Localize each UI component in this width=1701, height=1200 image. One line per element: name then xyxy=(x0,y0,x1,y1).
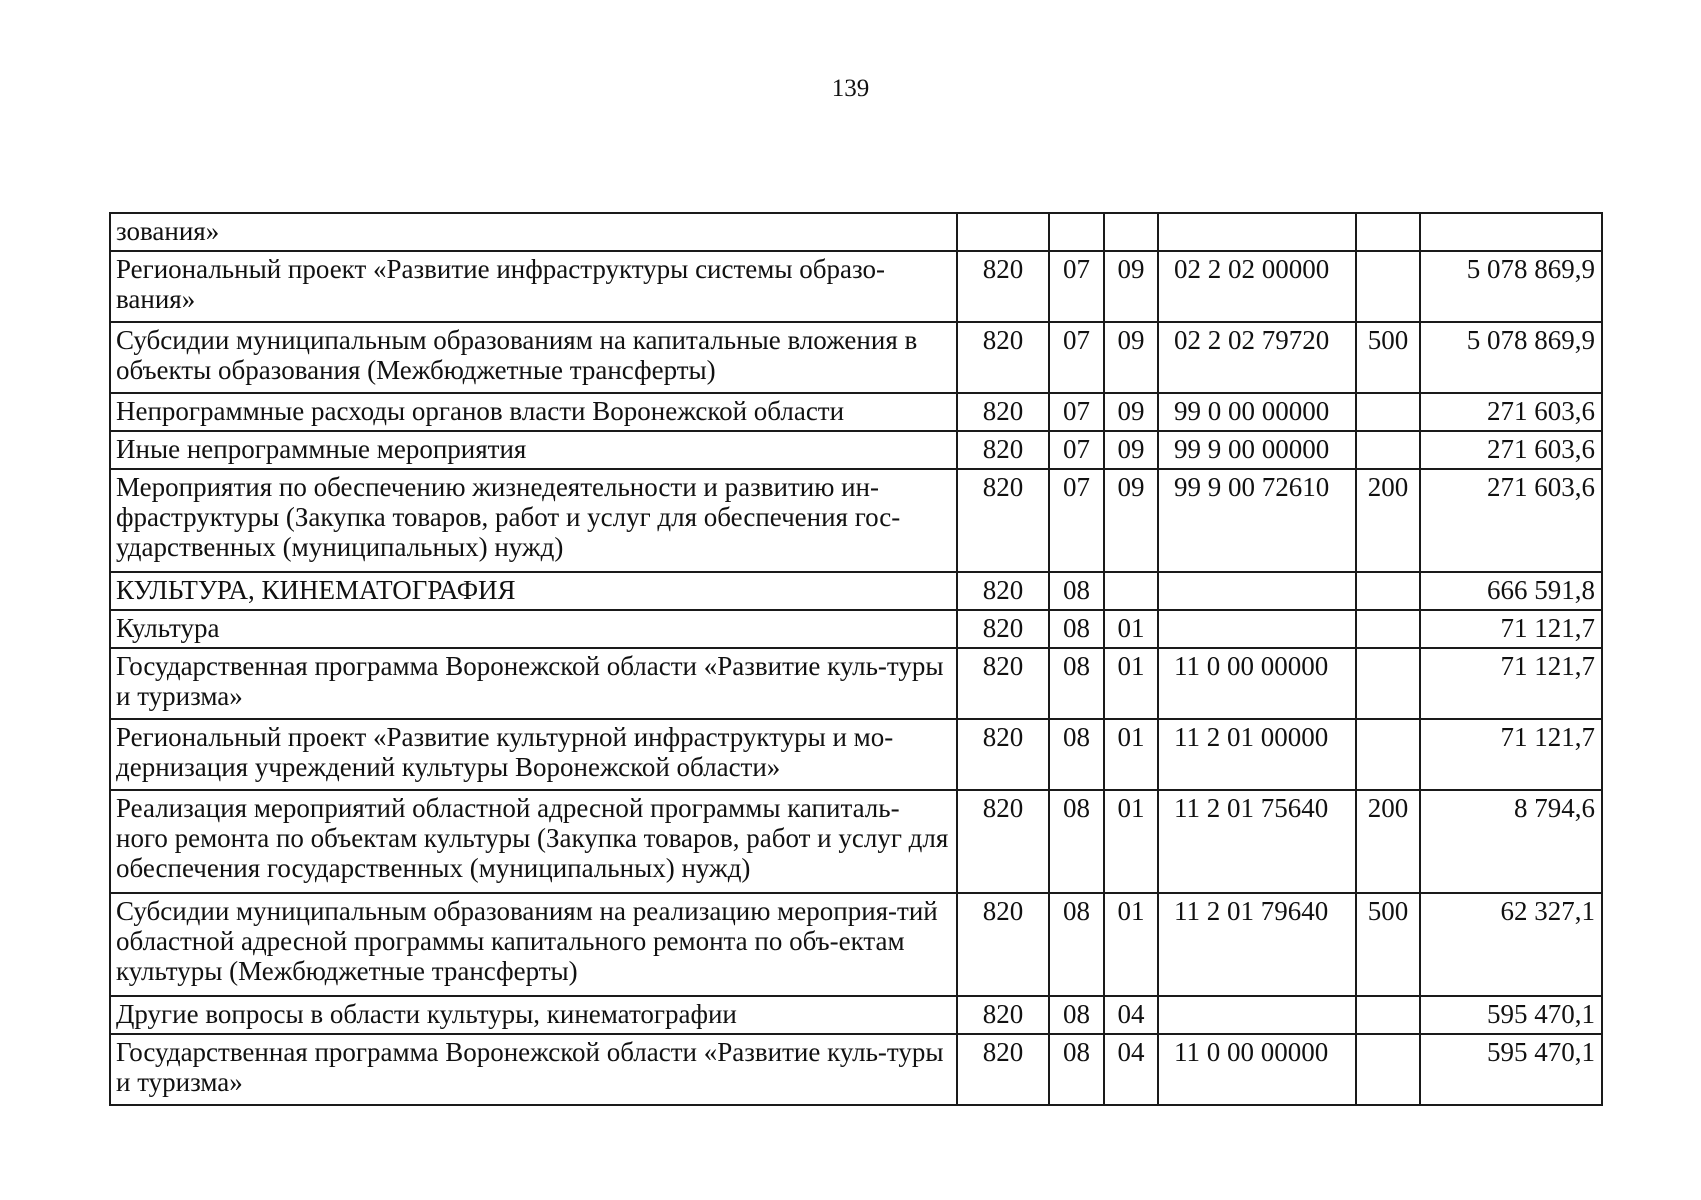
section-code-cell: 07 xyxy=(1049,322,1104,393)
grbs-code-cell xyxy=(957,213,1049,251)
expense-type-cell xyxy=(1356,610,1420,648)
expense-type-cell xyxy=(1356,719,1420,790)
section-code-cell: 08 xyxy=(1049,996,1104,1034)
target-article-cell xyxy=(1158,213,1356,251)
target-article-cell: 11 0 00 00000 xyxy=(1158,648,1356,719)
grbs-code-cell: 820 xyxy=(957,393,1049,431)
target-article-cell: 11 2 01 75640 xyxy=(1158,790,1356,893)
section-code-cell: 08 xyxy=(1049,790,1104,893)
section-code-cell: 08 xyxy=(1049,648,1104,719)
grbs-code-cell: 820 xyxy=(957,251,1049,322)
table-row xyxy=(110,996,1602,1034)
expense-name-cell: Культура xyxy=(110,610,957,648)
subsection-code-cell: 09 xyxy=(1104,322,1158,393)
target-article-cell xyxy=(1158,572,1356,610)
amount-cell: 271 603,6 xyxy=(1420,393,1602,431)
expense-type-cell xyxy=(1356,996,1420,1034)
subsection-code-cell xyxy=(1104,572,1158,610)
grbs-code-cell: 820 xyxy=(957,610,1049,648)
expense-type-cell xyxy=(1356,393,1420,431)
expense-type-cell xyxy=(1356,431,1420,469)
table-row xyxy=(110,393,1602,431)
table-body xyxy=(110,213,1602,1105)
expense-name-cell: Другие вопросы в области культуры, кинематографии xyxy=(110,996,957,1034)
table-row xyxy=(110,251,1602,322)
amount-cell: 71 121,7 xyxy=(1420,610,1602,648)
amount-cell: 71 121,7 xyxy=(1420,719,1602,790)
expense-name-cell: КУЛЬТУРА, КИНЕМАТОГРАФИЯ xyxy=(110,572,957,610)
subsection-code-cell: 04 xyxy=(1104,996,1158,1034)
subsection-code-cell: 09 xyxy=(1104,251,1158,322)
amount-cell: 5 078 869,9 xyxy=(1420,251,1602,322)
grbs-code-cell: 820 xyxy=(957,469,1049,572)
table-row xyxy=(110,572,1602,610)
table-row xyxy=(110,213,1602,251)
expense-type-cell: 500 xyxy=(1356,893,1420,996)
grbs-code-cell: 820 xyxy=(957,996,1049,1034)
amount-cell: 666 591,8 xyxy=(1420,572,1602,610)
expense-name-cell: Субсидии муниципальным образованиям на реализацию мероприя-тий областной адресной программы капитального ремонта по объ-ектам культуры (Межбюджетные трансферты) xyxy=(110,893,957,996)
section-code-cell: 08 xyxy=(1049,719,1104,790)
subsection-code-cell: 01 xyxy=(1104,610,1158,648)
expense-type-cell: 200 xyxy=(1356,469,1420,572)
expense-type-cell xyxy=(1356,213,1420,251)
section-code-cell: 07 xyxy=(1049,251,1104,322)
page-number: 139 xyxy=(831,75,870,102)
grbs-code-cell: 820 xyxy=(957,893,1049,996)
target-article-cell: 11 2 01 00000 xyxy=(1158,719,1356,790)
section-code-cell: 07 xyxy=(1049,469,1104,572)
section-code-cell: 07 xyxy=(1049,431,1104,469)
expense-name-cell: Региональный проект «Развитие культурной инфраструктуры и мо-дернизация учреждений культуры Воронежской области» xyxy=(110,719,957,790)
table-row xyxy=(110,322,1602,393)
expense-name-cell: Реализация мероприятий областной адресной программы капиталь-ного ремонта по объектам культуры (Закупка товаров, работ и услуг для обеспечения государственных (муниципальных) нужд) xyxy=(110,790,957,893)
amount-cell: 5 078 869,9 xyxy=(1420,322,1602,393)
expense-name-cell: Мероприятия по обеспечению жизнедеятельности и развитию ин-фраструктуры (Закупка товаров, работ и услуг для обеспечения гос-ударственных (муниципальных) нужд) xyxy=(110,469,957,572)
amount-cell: 271 603,6 xyxy=(1420,431,1602,469)
expense-type-cell xyxy=(1356,648,1420,719)
section-code-cell: 08 xyxy=(1049,610,1104,648)
target-article-cell xyxy=(1158,610,1356,648)
table-row xyxy=(110,1034,1602,1105)
grbs-code-cell: 820 xyxy=(957,648,1049,719)
subsection-code-cell: 09 xyxy=(1104,393,1158,431)
expense-type-cell xyxy=(1356,572,1420,610)
amount-cell: 62 327,1 xyxy=(1420,893,1602,996)
target-article-cell: 99 9 00 72610 xyxy=(1158,469,1356,572)
budget-table xyxy=(109,212,1603,1106)
subsection-code-cell: 04 xyxy=(1104,1034,1158,1105)
expense-type-cell xyxy=(1356,251,1420,322)
expense-name-cell: зования» xyxy=(110,213,957,251)
section-code-cell: 08 xyxy=(1049,893,1104,996)
grbs-code-cell: 820 xyxy=(957,322,1049,393)
subsection-code-cell: 01 xyxy=(1104,790,1158,893)
expense-name-cell: Региональный проект «Развитие инфраструктуры системы образо-вания» xyxy=(110,251,957,322)
amount-cell xyxy=(1420,213,1602,251)
amount-cell: 595 470,1 xyxy=(1420,1034,1602,1105)
grbs-code-cell: 820 xyxy=(957,719,1049,790)
target-article-cell: 99 0 00 00000 xyxy=(1158,393,1356,431)
table-row xyxy=(110,469,1602,572)
expense-name-cell: Государственная программа Воронежской области «Развитие куль-туры и туризма» xyxy=(110,1034,957,1105)
table-row xyxy=(110,719,1602,790)
subsection-code-cell: 01 xyxy=(1104,893,1158,996)
target-article-cell: 02 2 02 79720 xyxy=(1158,322,1356,393)
expense-name-cell: Субсидии муниципальным образованиям на капитальные вложения в объекты образования (Межбюджетные трансферты) xyxy=(110,322,957,393)
subsection-code-cell: 09 xyxy=(1104,469,1158,572)
subsection-code-cell xyxy=(1104,213,1158,251)
section-code-cell: 08 xyxy=(1049,572,1104,610)
subsection-code-cell: 01 xyxy=(1104,648,1158,719)
expense-type-cell: 200 xyxy=(1356,790,1420,893)
target-article-cell xyxy=(1158,996,1356,1034)
target-article-cell: 99 9 00 00000 xyxy=(1158,431,1356,469)
grbs-code-cell: 820 xyxy=(957,431,1049,469)
table-row xyxy=(110,610,1602,648)
grbs-code-cell: 820 xyxy=(957,572,1049,610)
section-code-cell: 07 xyxy=(1049,393,1104,431)
amount-cell: 271 603,6 xyxy=(1420,469,1602,572)
expense-type-cell: 500 xyxy=(1356,322,1420,393)
section-code-cell xyxy=(1049,213,1104,251)
subsection-code-cell: 09 xyxy=(1104,431,1158,469)
amount-cell: 71 121,7 xyxy=(1420,648,1602,719)
target-article-cell: 02 2 02 00000 xyxy=(1158,251,1356,322)
table-row xyxy=(110,790,1602,893)
table-row xyxy=(110,431,1602,469)
expense-name-cell: Непрограммные расходы органов власти Воронежской области xyxy=(110,393,957,431)
expense-name-cell: Государственная программа Воронежской области «Развитие куль-туры и туризма» xyxy=(110,648,957,719)
section-code-cell: 08 xyxy=(1049,1034,1104,1105)
amount-cell: 8 794,6 xyxy=(1420,790,1602,893)
expense-type-cell xyxy=(1356,1034,1420,1105)
amount-cell: 595 470,1 xyxy=(1420,996,1602,1034)
table-row xyxy=(110,893,1602,996)
target-article-cell: 11 2 01 79640 xyxy=(1158,893,1356,996)
target-article-cell: 11 0 00 00000 xyxy=(1158,1034,1356,1105)
subsection-code-cell: 01 xyxy=(1104,719,1158,790)
grbs-code-cell: 820 xyxy=(957,1034,1049,1105)
table-row xyxy=(110,648,1602,719)
expense-name-cell: Иные непрограммные мероприятия xyxy=(110,431,957,469)
grbs-code-cell: 820 xyxy=(957,790,1049,893)
